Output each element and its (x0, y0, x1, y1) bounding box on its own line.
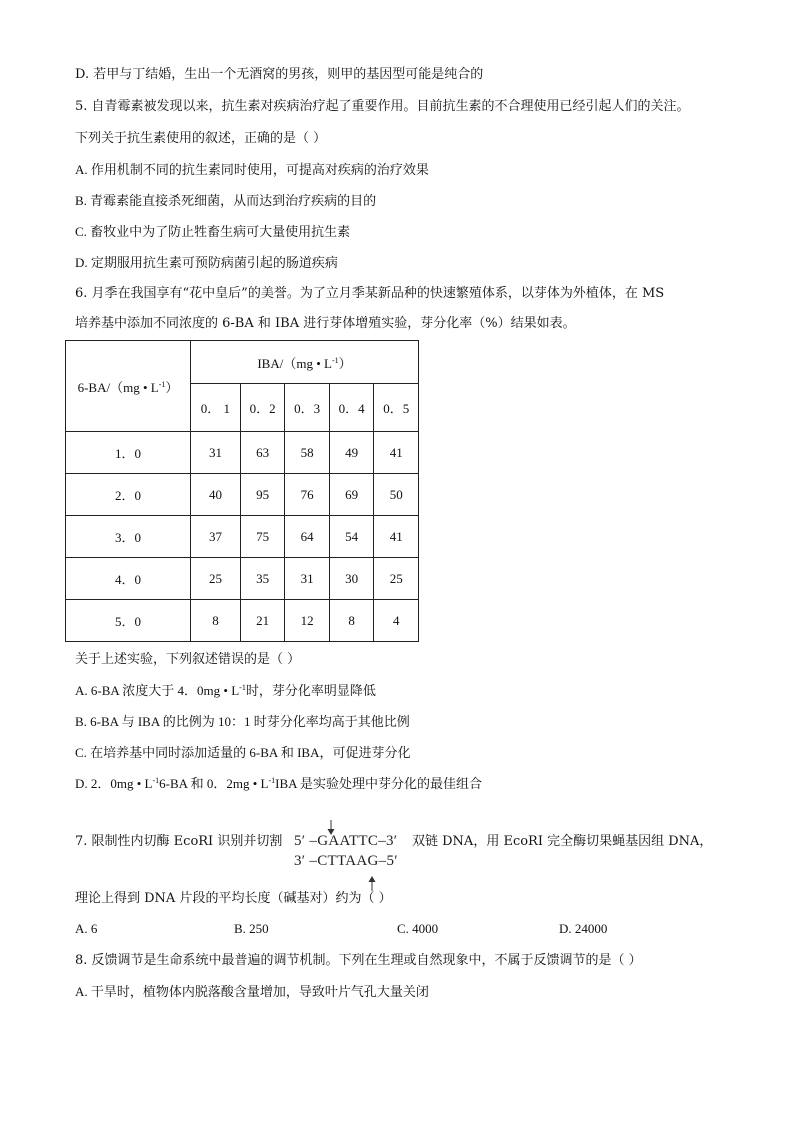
q8-option-a: A. 干旱时，植物体内脱落酸含量增加，导致叶片气孔大量关闭 (75, 984, 429, 999)
table-cell: 76 (285, 474, 330, 516)
q6-stem-line2: 培养基中添加不同浓度的 6-BA 和 IBA 进行芽体增殖实验，芽分化率（%）结果如表。 (75, 316, 576, 331)
q6-option-d-text3: IBA 是实验处理中芽分化的最佳组合 (275, 776, 483, 791)
table-cell: 25 (374, 558, 419, 600)
table-cell: 21 (240, 600, 285, 642)
q7-option-a: A. 6 (75, 921, 98, 936)
table-cell: 69 (329, 474, 374, 516)
column-group-label: IBA/（mg • L (257, 355, 332, 371)
q8-stem: 8. 反馈调节是生命系统中最普遍的调节机制。下列在生理或自然现象中，不属于反馈调节的是（ ） (75, 953, 642, 968)
column-header: 0．2 (240, 384, 285, 432)
table-cell: 41 (374, 516, 419, 558)
row-header-close: ） (165, 379, 179, 395)
row-header-label: 6-BA/（mg • L (77, 379, 159, 395)
table-cell: 35 (240, 558, 285, 600)
q5-option-b: B. 青霉素能直接杀死细菌，从而达到治疗疾病的目的 (75, 193, 377, 208)
table-cell: 37 (191, 516, 241, 558)
row-label: 3．0 (66, 516, 191, 558)
q7-stem-line2: 理论上得到 DNA 片段的平均长度（碱基对）约为（ ） (75, 891, 392, 906)
q7-stem-pre: 7. 限制性内切酶 EcoRI 识别并切割 (75, 834, 283, 849)
row-header-cell (66, 341, 191, 432)
column-header: 0．5 (374, 384, 419, 432)
q6-option-a-text: A. 6-BA 浓度大于 4．0mg • L (75, 683, 240, 698)
q5-option-a: A. 作用机制不同的抗生素同时使用，可提高对疾病的治疗效果 (75, 162, 429, 177)
row-label: 1．0 (66, 432, 191, 474)
table-row (66, 432, 419, 474)
table-row (66, 516, 419, 558)
q7-stem-post: 双链 DNA，用 EcoRI 完全酶切果蝇基因组 DNA， (412, 834, 713, 849)
q6-option-a-tail: 时，芽分化率明显降低 (245, 683, 376, 698)
table-cell: 8 (329, 600, 374, 642)
table-cell: 75 (240, 516, 285, 558)
q5-option-d: D. 定期服用抗生素可预防病菌引起的肠道疾病 (75, 255, 338, 270)
q4-option-d: D. 若甲与丁结婚，生出一个无酒窝的男孩，则甲的基因型可能是纯合的 (75, 67, 484, 82)
table-cell: 49 (329, 432, 374, 474)
q6-option-d-sup1: -1 (152, 776, 160, 785)
q6-option-d-text2: 6-BA 和 0．2mg • L (159, 776, 269, 791)
q7-option-c: C. 4000 (397, 921, 439, 936)
column-header: 0． 1 (191, 384, 241, 432)
table-cell: 54 (329, 516, 374, 558)
q6-option-d-text: D. 2．0mg • L (75, 776, 153, 791)
row-header-sup: -1 (158, 379, 166, 389)
ecori-site-diagram (290, 820, 410, 892)
q5-stem-line1: 5. 自青霉素被发现以来，抗生素对疾病治疗起了重要作用。目前抗生素的不合理使用已经引起人们的关注。 (75, 99, 690, 114)
q6-option-b: B. 6-BA 与 IBA 的比例为 10：1 时芽分化率均高于其他比例 (75, 714, 410, 729)
table-cell: 30 (329, 558, 374, 600)
q6-option-a-sup: -1 (239, 683, 246, 692)
q6-option-c: C. 在培养基中同时添加适量的 6-BA 和 IBA，可促进芽分化 (75, 745, 411, 760)
q5-stem-line2: 下列关于抗生素使用的叙述，正确的是（ ） (75, 131, 327, 146)
q6-option-d (75, 775, 482, 793)
table-cell: 25 (191, 558, 241, 600)
table-cell: 63 (240, 432, 285, 474)
table-cell: 58 (285, 432, 330, 474)
q7-option-d: D. 24000 (559, 921, 608, 936)
table-cell: 95 (240, 474, 285, 516)
table-cell: 31 (191, 432, 241, 474)
dna-top-strand: 5′ –GAATTC–3′ (294, 833, 398, 849)
table-cell: 31 (285, 558, 330, 600)
table-cell: 40 (191, 474, 241, 516)
table-cell: 64 (285, 516, 330, 558)
table-cell: 50 (374, 474, 419, 516)
column-group-header (191, 341, 419, 384)
table-cell: 8 (191, 600, 241, 642)
row-label: 4．0 (66, 558, 191, 600)
table-row (66, 558, 419, 600)
dna-bottom-strand: 3′ –CTTAAG–5′ (294, 853, 398, 869)
column-header: 0．3 (285, 384, 330, 432)
column-group-sup: -1 (331, 355, 339, 365)
row-label: 2．0 (66, 474, 191, 516)
table-cell: 4 (374, 600, 419, 642)
q7-option-b: B. 250 (234, 921, 269, 936)
result-table (65, 340, 419, 642)
q6-question: 关于上述实验，下列叙述错误的是（ ） (75, 652, 301, 667)
q7-options (75, 921, 755, 939)
table-row (66, 600, 419, 642)
q6-stem-line1: 6. 月季在我国享有“花中皇后”的美誉。为了立月季某新品种的快速繁殖体系，以芽体为外植体，在 MS (75, 286, 665, 301)
q6-option-d-sup2: -1 (268, 776, 276, 785)
q5-option-c: C. 畜牧业中为了防止牲畜生病可大量使用抗生素 (75, 224, 351, 239)
column-group-close: ） (338, 355, 352, 371)
table-row (66, 474, 419, 516)
row-label: 5．0 (66, 600, 191, 642)
column-header: 0．4 (329, 384, 374, 432)
table-cell: 41 (374, 432, 419, 474)
q6-option-a (75, 682, 376, 700)
table-cell: 12 (285, 600, 330, 642)
